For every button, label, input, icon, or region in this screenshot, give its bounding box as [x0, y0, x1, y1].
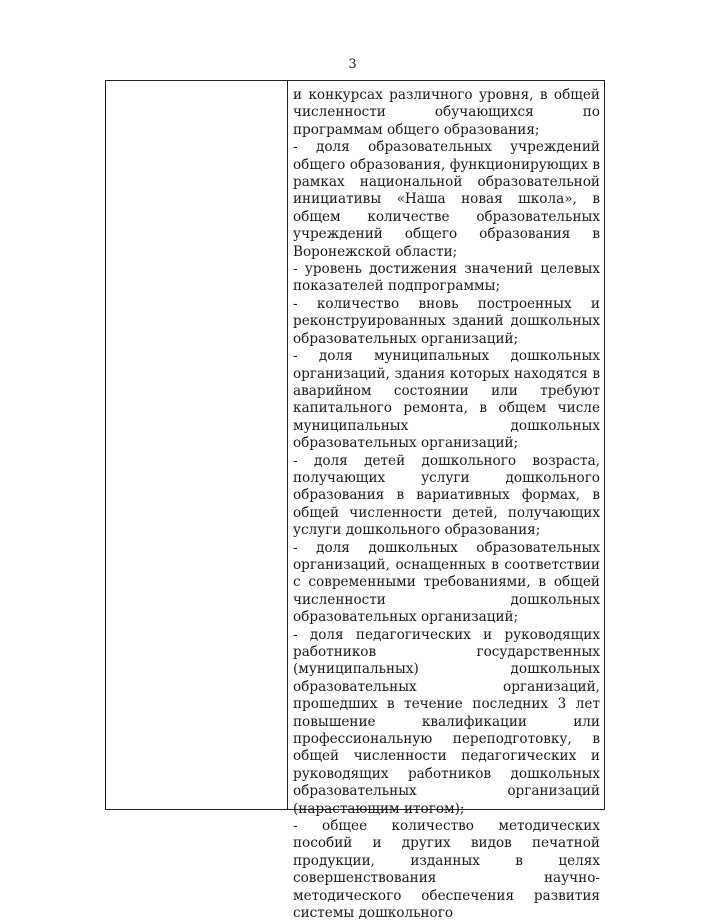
table-right-cell: [288, 81, 604, 922]
paragraph-indicator-new-school: - доля образовательных учреждений общего образования, функционирующих в рамках национальной образовательной инициативы «Наша новая школа», в общем количестве образовательных учреждений общего образования в Воронежской области;: [293, 139, 600, 260]
paragraph-indicator-equipped-organizations: - доля дошкольных образовательных организаций, оснащенных в соответствии с современными требованиями, в общей численности дошкольных образовательных организаций;: [293, 539, 600, 626]
paragraph-indicator-methodical-manuals: - общее количество методических пособий и других видов печатной продукции, изданных в целях совершенствования научно-методического обеспечения развития системы дошкольного: [293, 818, 600, 922]
paragraph-indicator-qualification: - доля педагогических и руководящих работников государственных (муниципальных) дошкольных образовательных организаций, прошедших в течение последних 3 лет повышение квалификации или профессиональную переподготовку, в общей численности педагогических и руководящих работников дошкольных образовательных организаций (нарастающим итогом);: [293, 626, 600, 817]
paragraph-continuation: и конкурсах различного уровня, в общей численности обучающихся по программам общего образования;: [293, 87, 600, 138]
paragraph-indicator-target-values: - уровень достижения значений целевых показателей подпрограммы;: [293, 261, 600, 295]
page-number: 3: [348, 57, 357, 72]
paragraph-indicator-new-buildings: - количество вновь построенных и реконструированных зданий дошкольных образовательных организаций;: [293, 295, 600, 347]
document-table: [105, 80, 605, 922]
paragraph-indicator-emergency-buildings: - доля муниципальных дошкольных организаций, здания которых находятся в аварийном состоянии или требуют капитального ремонта, в общем числе муниципальных дошкольных образовательных организаций;: [293, 348, 600, 452]
paragraph-indicator-variative-forms: - доля детей дошкольного возраста, получающих услуги дошкольного образования в вариативных формах, в общей численности детей, получающих услуги дошкольного образования;: [293, 452, 600, 539]
table-left-cell: [106, 81, 288, 809]
